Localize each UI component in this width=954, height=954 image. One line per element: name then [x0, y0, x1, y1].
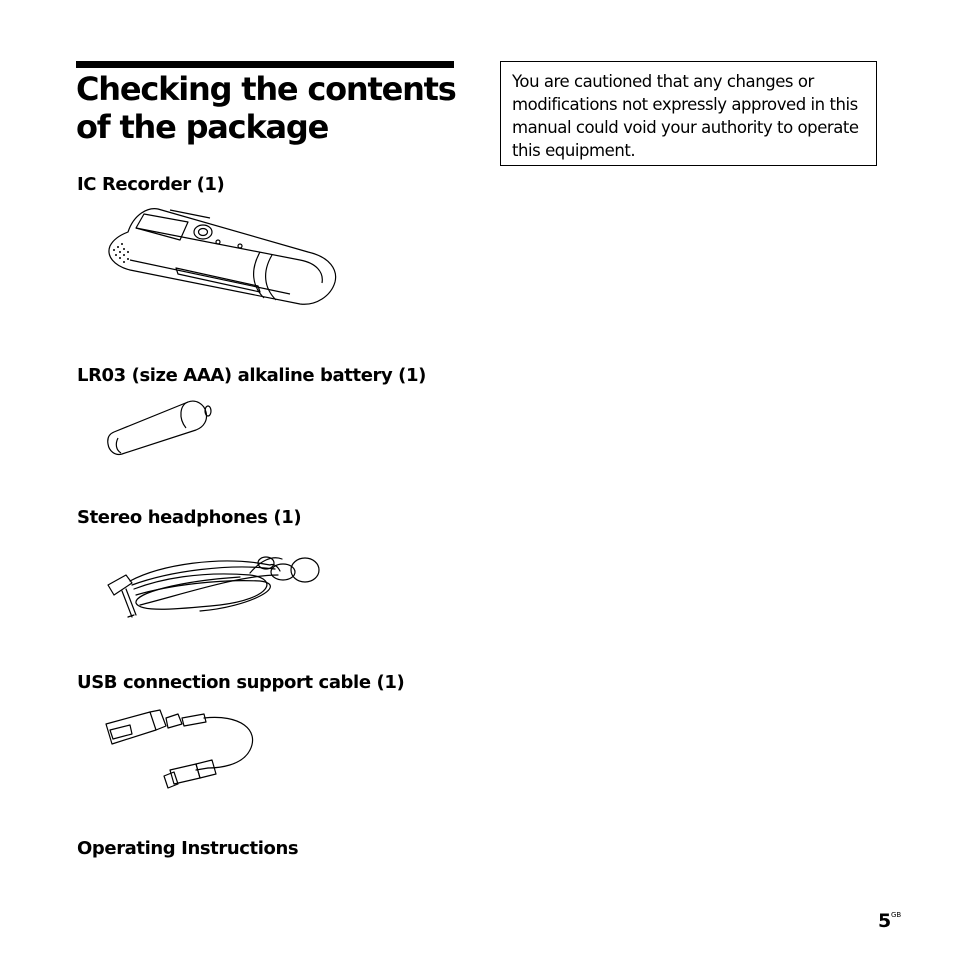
item-heading-ic-recorder: IC Recorder (1) — [77, 174, 225, 195]
battery-icon — [100, 392, 215, 462]
headphones-icon — [100, 535, 325, 625]
item-heading-usb-cable: USB connection support cable (1) — [77, 672, 405, 693]
item-heading-headphones: Stereo headphones (1) — [77, 507, 302, 528]
usb-cable-icon — [100, 700, 265, 795]
title-rule — [76, 61, 454, 68]
item-heading-battery: LR03 (size AAA) alkaline battery (1) — [77, 365, 426, 386]
ic-recorder-icon — [100, 200, 345, 315]
caution-notice: You are cautioned that any changes or modifications not expressly approved in this manual could void your authority to operate this equipment. — [500, 61, 877, 166]
page-suffix: GB — [891, 911, 902, 919]
item-heading-operating-instructions: Operating Instructions — [77, 838, 299, 859]
page-title: Checking the contents of the package — [76, 70, 456, 146]
page-number: 5 — [878, 910, 892, 932]
